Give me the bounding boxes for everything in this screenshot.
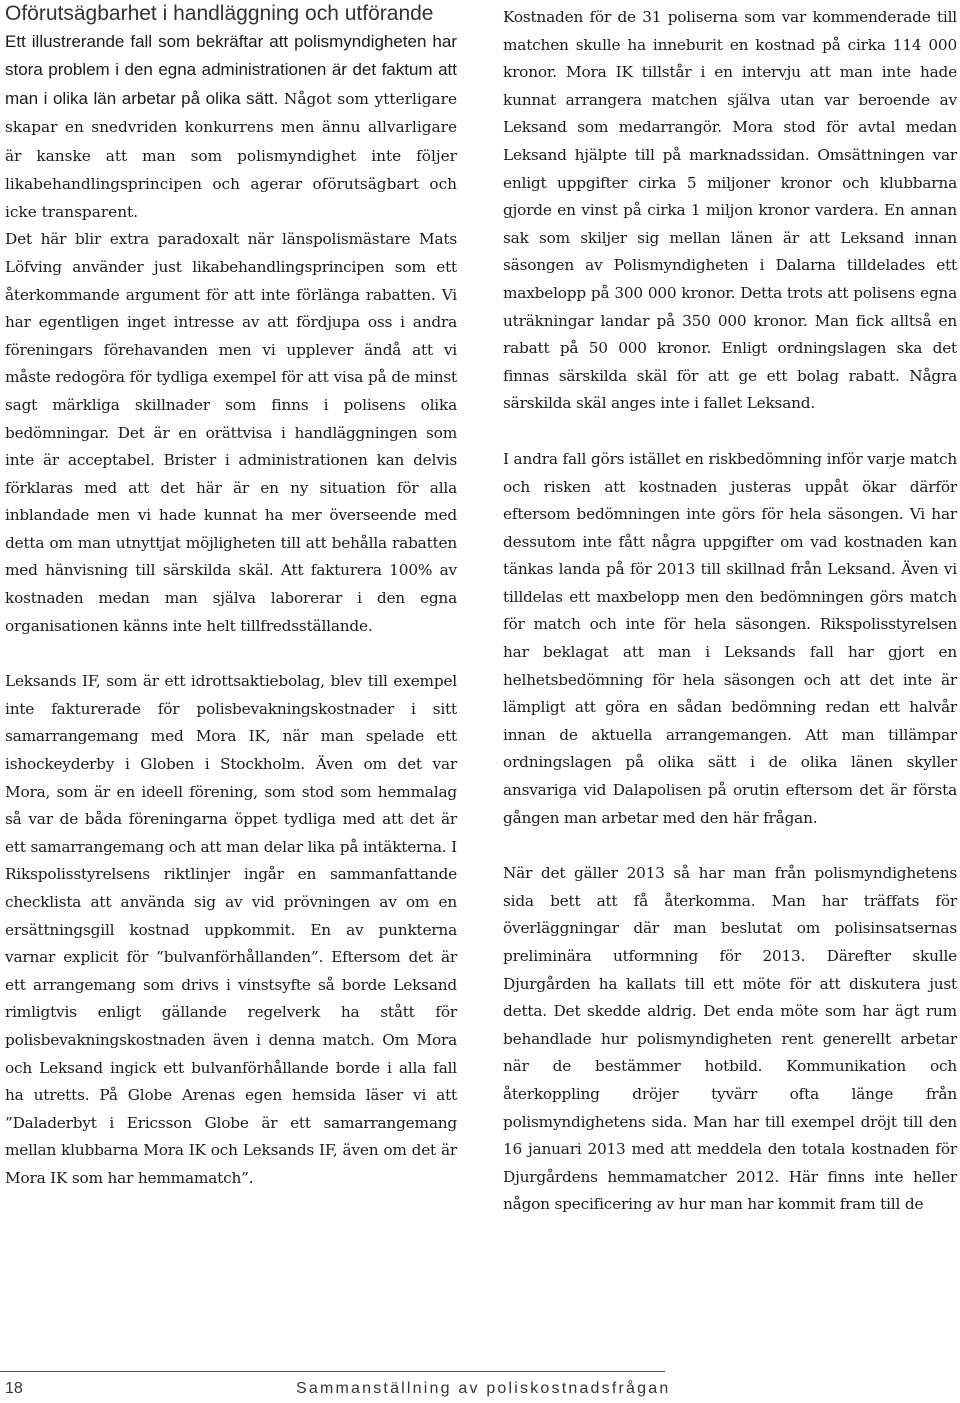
section-heading: Oförutsägbarhet i handläggning och utförande	[5, 2, 434, 25]
footer-title: Sammanställning av poliskostnadsfrågan	[296, 1380, 671, 1397]
lead-paragraph	[5, 28, 457, 227]
right-paragraph-3: När det gäller 2013 så har man från polismyndighetens sida bett att få återkomma. Man har träffats för överläggningar där man beslutat om polisinsatsernas preliminära utformning för 2013. Därefter skulle Djurgården ha kallats till ett möte för att diskutera just detta. Det skedde aldrig. Det enda möte som har ägt rum behandlade hur polismyndigheten rent generellt arbetar när de bestämmer hotbild. Kommunikation och återkoppling dröjer tyvärr ofta länge från polismyndighetens sida. Man har till exempel dröjt till den 16 januari 2013 med att meddela den totala kostnaden för Djurgårdens hemmamatcher 2012. Här finns inte heller någon specificering av hur man har kommit fram till de	[503, 864, 957, 1214]
lead-sans-text: Ett illustrerande fall som bekräftar att polismyndigheten har stora problem i den egna administrationen är det faktum att man i olika län arbetar på olika sätt.	[5, 32, 457, 108]
left-paragraph-2: Leksands IF, som är ett idrottsaktiebolag, blev till exempel inte fakturerade för polisbevakningskostnader i sitt samarrangemang med Mora IK, när man spelade ett ishockeyderby i Globen i Stockholm. Även om det var Mora, som är en ideell förening, som stod som hemmalag så var de båda föreningarna öppet tydliga med att det är ett samarrangemang och att man delar lika på intäkterna. I Rikspolisstyrelsens riktlinjer ingår en sammanfattande checklista att använda sig av vid prövningen av om en ersättningsgill kostnad uppkommit. En av punkterna varnar explicit för ”bulvanförhållanden”. Eftersom det är ett arrangemang som drivs i vinstsyfte så borde Leksand rimligtvis enligt gällande regelverk ha stått för polisbevakningskostnaden även i denna match. Om Mora och Leksand ingick ett bulvanförhållande borde i alla fall ha utretts. På Globe Arenas egen hemsida läser vi att ”Daladerbyt i Ericsson Globe är ett samarrangemang mellan klubbarna Mora IK och Leksands IF, även om det är Mora IK som har hemmamatch”.	[5, 672, 457, 1187]
right-paragraph-1: Kostnaden för de 31 poliserna som var kommenderade till matchen skulle ha inneburit en kostnad på cirka 114 000 kronor. Mora IK tillstår i en intervju att man inte hade kunnat arrangera matchen själva utan var beroende av Leksand som medarrangör. Mora stod för avtal medan Leksand hjälpte till på marknadssidan. Omsättningen var enligt uppgifter cirka 5 miljoner kronor och klubbarna gjorde en vinst på cirka 1 miljon kronor vardera. En annan sak som skiljer sig mellan länen är att Leksand innan säsongen av Polismyndigheten i Dalarna tilldelades ett maxbelopp på 300 000 kronor. Detta trots att polisens egna uträkningar landar på 350 000 kronor. Man fick alltså en rabatt på 50 000 kronor. Enligt ordningslagen ska det finnas särskilda skäl för att ge ett bolag rabatt. Några särskilda skäl anges inte i fallet Leksand.	[503, 8, 957, 413]
footer-rule	[0, 1371, 665, 1372]
page-number: 18	[5, 1380, 23, 1397]
left-column	[5, 0, 457, 1193]
right-column	[503, 4, 957, 1219]
right-paragraph-2: I andra fall görs istället en riskbedömning inför varje match och risken att kostnaden justeras uppåt ökar därför eftersom bedömningen inte görs för hela säsongen. Vi har dessutom inte fått några uppgifter om vad kostnaden kan tänkas landa på för 2013 till skillnad från Leksand. Även vi tilldelas ett maxbelopp men den bedömningen görs match för match och inte för hela säsongen. Rikspolisstyrelsen har beklagat att man i Leksands fall har gjort en helhetsbedömning för hela säsongen och att det inte är lämpligt att göra en sådan bedömning redan ett halvår innan de aktuella arrangemangen. Att man tillämpar ordningslagen på olika sätt i de olika länen skyller ansvariga vid Dalapolisen på orutin eftersom det är första gången man arbetar med den här frågan.	[503, 449, 957, 827]
lead-serif-text: Något som ytterligare skapar en snedvriden konkurrens men ännu allvarligare är kanske att man som polismyndighet inte följer likabehandlingsprincipen och agerar oförutsägbart och icke transparent.	[5, 89, 458, 222]
left-paragraph-1: Det här blir extra paradoxalt när länspolismästare Mats Löfving använder just likabehandlingsprincipen som ett återkommande argument för att inte förlänga rabatten. Vi har egentligen inget intresse av att fördjupa oss i andra föreningars förehavanden men vi upplever ändå att vi måste redogöra för tydliga exempel för att visa på de minst sagt märkliga skillnader som finns i polisens olika bedömningar. Det är en orättvisa i handläggningen som inte är acceptabel. Brister i administrationen kan delvis förklaras med att det här är en ny situation för alla inblandade men vi hade kunnat ha mer överseende med detta om man utnyttjat möjligheten till att behålla rabatten med hänvisning till särskilda skäl. Att fakturera 100% av kostnaden medan man själva laborerar i den egna organisationen känns inte helt tillfredsställande.	[5, 230, 457, 635]
